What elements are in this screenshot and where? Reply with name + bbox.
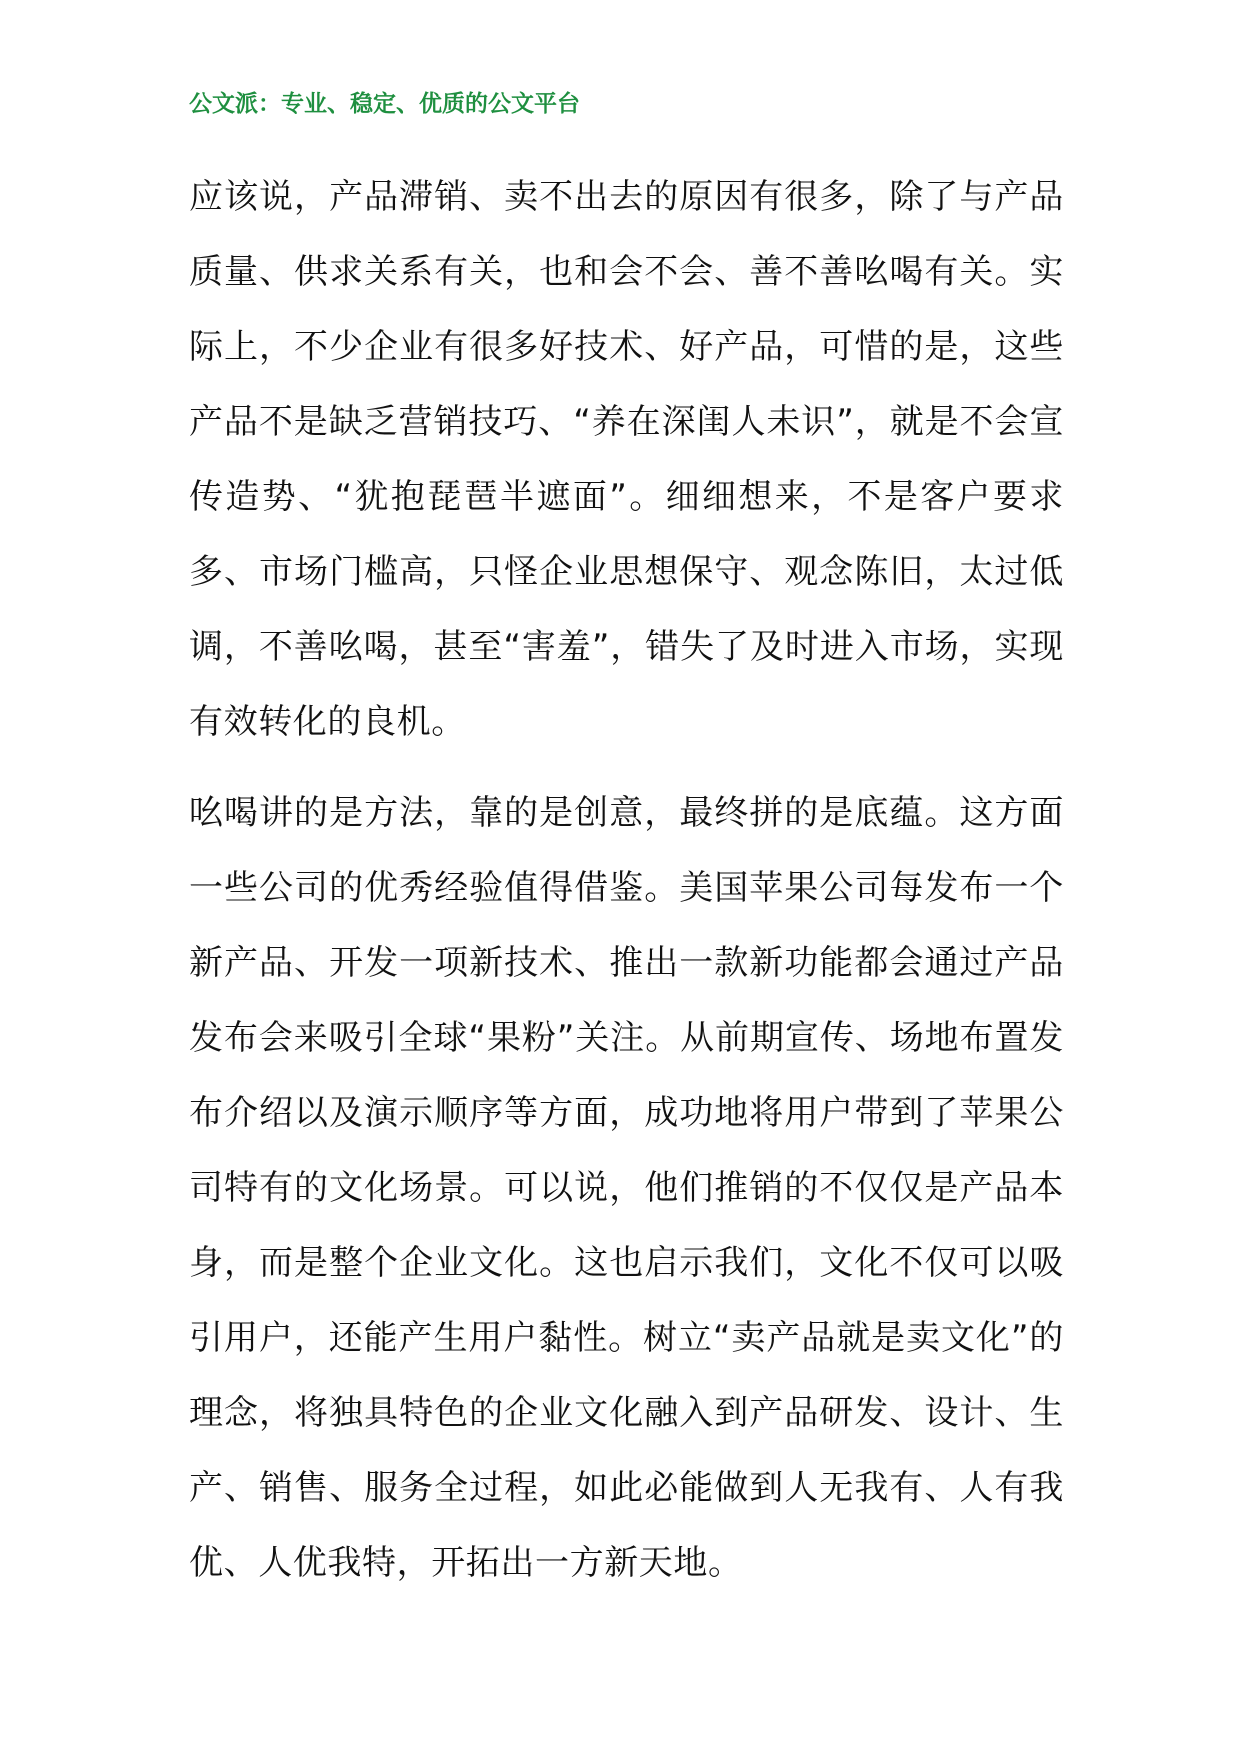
page-header-title: 公文派：专业、稳定、优质的公文平台 [189,90,580,117]
article-body [189,160,1064,1601]
paragraph-2: 吆喝讲的是方法，靠的是创意，最终拼的是底蕴。这方面一些公司的优秀经验值得借鉴。美国苹果公司每发布一个新产品、开发一项新技术、推出一款新功能都会通过产品发布会来吸引全球“果粉”关注。从前期宣传、场地布置发布介绍以及演示顺序等方面，成功地将用户带到了苹果公司特有的文化场景。可以说，他们推销的不仅仅是产品本身，而是整个企业文化。这也启示我们，文化不仅可以吸引用户，还能产生用户黏性。树立“卖产品就是卖文化”的理念，将独具特色的企业文化融入到产品研发、设计、生产、销售、服务全过程，如此必能做到人无我有、人有我优、人优我特，开拓出一方新天地。 [189,793,1064,1583]
paragraph-1: 应该说，产品滞销、卖不出去的原因有很多，除了与产品质量、供求关系有关，也和会不会、善不善吆喝有关。实际上，不少企业有很多好技术、好产品，可惜的是，这些产品不是缺乏营销技巧、“养在深闺人未识”，就是不会宣传造势、“犹抱琵琶半遮面”。细细想来，不是客户要求多、市场门槛高，只怪企业思想保守、观念陈旧，太过低调，不善吆喝，甚至“害羞”，错失了及时进入市场，实现有效转化的良机。 [189,177,1064,742]
